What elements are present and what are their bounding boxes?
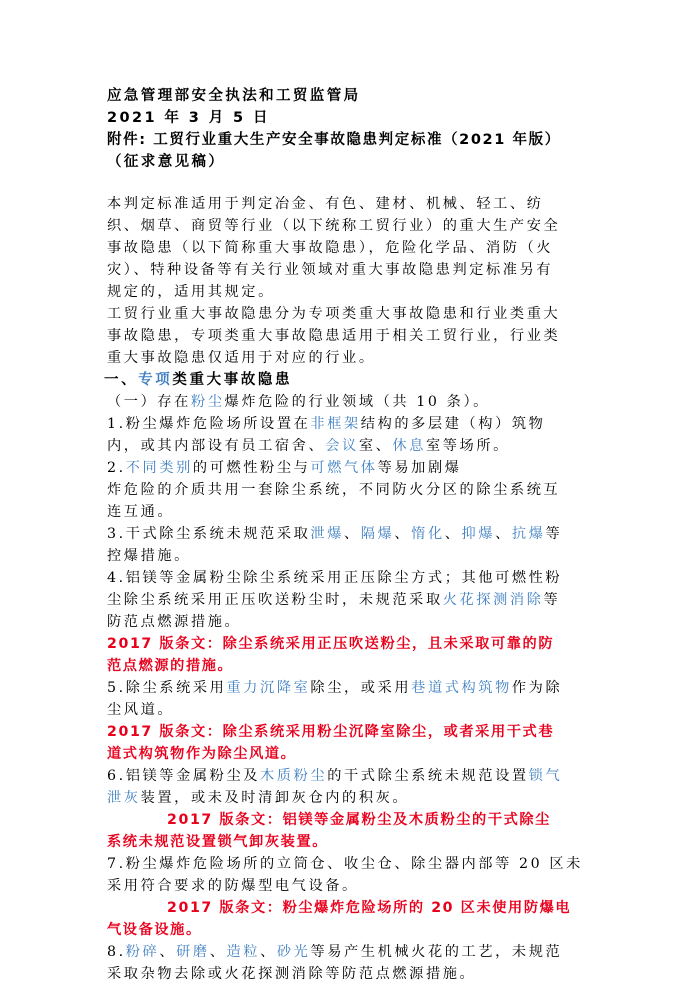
attachment-title: 附件: 工贸行业重大生产安全事故隐患判定标准（2021 年版） bbox=[107, 132, 561, 148]
highlight-term: 休息 bbox=[392, 438, 426, 454]
note-2017-item-6-line-2: 系统未规范设置锁气卸灰装置。 bbox=[107, 834, 329, 850]
text-run: 等易加剧爆 bbox=[377, 460, 462, 476]
highlight-term: 砂光 bbox=[276, 944, 311, 960]
note-2017-item-4-line-2: 范点燃源的措施。 bbox=[107, 658, 234, 674]
intro-line: 重大事故隐患仅适用于对应的行业。 bbox=[107, 350, 376, 366]
highlight-term: 巷道式构筑物 bbox=[411, 680, 512, 696]
text-run: 装置，或未及时清卸灰仓内的积灰。 bbox=[140, 790, 410, 806]
note-2017-item-5-line-2: 道式构筑物作为除尘风道。 bbox=[107, 746, 297, 762]
item-3-line-2: 控爆措施。 bbox=[107, 548, 191, 564]
text-run: 2. bbox=[107, 460, 126, 476]
item-3-line-1 bbox=[107, 523, 562, 545]
intro-line: 事故隐患，专项类重大事故隐患适用于相关工贸行业，行业类 bbox=[107, 328, 561, 344]
text-run: 室等场所。 bbox=[425, 438, 510, 454]
text-run: 结构的多层建（构）筑物 bbox=[360, 416, 546, 432]
item-4-line-1: 4.铝镁等金属粉尘除尘系统采用正压除尘方式；其他可燃性粉 bbox=[107, 570, 563, 586]
highlight-term: 重力沉降室 bbox=[226, 680, 311, 696]
note-2017-item-6-line-1: 2017 版条文：铝镁等金属粉尘及木质粉尘的干式除尘 bbox=[167, 812, 551, 828]
intro-line: 工贸行业重大事故隐患分为专项类重大事故隐患和行业类重大 bbox=[107, 306, 561, 322]
highlight-term: 会议 bbox=[325, 438, 359, 454]
text-run: 、 bbox=[343, 526, 361, 542]
text-run: 等易产生机械火花的工艺，未规范 bbox=[310, 944, 563, 960]
text-run: 除尘，或采用 bbox=[310, 680, 412, 696]
item-2-line-3: 连互通。 bbox=[107, 504, 175, 520]
text-run: 的干式除尘系统未规范设置 bbox=[327, 768, 529, 784]
note-2017-item-7-line-1: 2017 版条文：粉尘爆炸危险场所的 20 区未使用防爆电 bbox=[167, 900, 572, 916]
text-run: 内，或其内部设有员工宿舍、 bbox=[107, 438, 326, 454]
text-run: 等 bbox=[545, 526, 563, 542]
highlight-term: 粉碎 bbox=[125, 944, 160, 960]
text-run: 6.铝镁等金属粉尘及 bbox=[107, 768, 261, 784]
highlight-term: 非框架 bbox=[310, 416, 361, 432]
highlight-term: 研磨 bbox=[176, 944, 210, 960]
text-run: 、 bbox=[260, 944, 277, 960]
date-line: 2021 年 3 月 5 日 bbox=[107, 110, 270, 126]
highlight-term: 抑爆 bbox=[461, 526, 496, 542]
highlight-term: 隔爆 bbox=[360, 526, 395, 542]
item-7-line-1: 7.粉尘爆炸危险场所的立筒仓、收尘仓、除尘器内部等 20 区未 bbox=[107, 856, 583, 872]
highlight-term: 火花探测消除 bbox=[442, 592, 544, 608]
item-7-line-2: 采用符合要求的防爆型电气设备。 bbox=[107, 878, 359, 894]
intro-line: 本判定标准适用于判定冶金、有色、建材、机械、轻工、纺 bbox=[107, 196, 544, 212]
intro-line: 规定的，适用其规定。 bbox=[107, 284, 275, 300]
item-5-line-2: 尘风道。 bbox=[107, 702, 175, 718]
highlight-term: 抗爆 bbox=[511, 526, 546, 542]
agency-title: 应急管理部安全执法和工贸监管局 bbox=[107, 88, 361, 104]
item-5-line-1 bbox=[107, 677, 562, 699]
text-run: 、 bbox=[209, 944, 227, 960]
subsection-pre: （一）存在 bbox=[107, 394, 191, 410]
highlight-term: 造粒 bbox=[226, 944, 261, 960]
note-2017-item-7-line-2: 气设备设施。 bbox=[107, 922, 202, 938]
text-run: 的可燃性粉尘与 bbox=[192, 460, 311, 476]
text-run: 、 bbox=[495, 526, 512, 542]
note-2017-item-4-line-1: 2017 版条文：除尘系统采用正压吹送粉尘，且未采取可靠的防 bbox=[107, 636, 555, 652]
item-6-line-2 bbox=[107, 787, 409, 809]
text-run: 室、 bbox=[358, 438, 393, 454]
item-8-line-1 bbox=[107, 941, 562, 963]
highlight-term: 惰化 bbox=[411, 526, 445, 542]
subsection-heading bbox=[107, 391, 490, 413]
text-run: 1.粉尘爆炸危险场所设置在 bbox=[107, 416, 311, 432]
text-run: 尘除尘系统采用正压吹送粉尘时，未规范采取 bbox=[107, 592, 443, 608]
highlight-term: 不同类别 bbox=[125, 460, 193, 476]
text-run: 8. bbox=[107, 944, 126, 960]
section-rest: 类重大事故隐患 bbox=[172, 372, 293, 388]
text-run: 、 bbox=[444, 526, 462, 542]
intro-line: 织、烟草、商贸等行业（以下统称工贸行业）的重大生产安全 bbox=[107, 218, 561, 234]
highlight-term: 可燃气体 bbox=[310, 460, 378, 476]
subsection-rest: 爆炸危险的行业领域（共 10 条）。 bbox=[224, 394, 490, 410]
highlight-term: 木质粉尘 bbox=[260, 768, 328, 784]
item-1-line-2 bbox=[107, 435, 510, 457]
item-4-line-2 bbox=[107, 589, 560, 611]
text-run: 5.除尘系统采用 bbox=[107, 680, 227, 696]
text-run: 3.干式除尘系统未规范采取 bbox=[107, 526, 311, 542]
item-8-line-2: 采取杂物去除或火花探测消除等防范点燃源措施。 bbox=[107, 966, 477, 982]
section-prefix: 一、 bbox=[104, 372, 139, 388]
section-heading bbox=[104, 369, 292, 391]
item-1-line-1 bbox=[107, 413, 545, 435]
item-6-line-1 bbox=[107, 765, 562, 787]
highlight-term: 泄爆 bbox=[310, 526, 344, 542]
attachment-subtitle: （征求意见稿） bbox=[107, 154, 226, 170]
item-2-line-1 bbox=[107, 457, 462, 479]
item-2-line-2: 炸危险的介质共用一套除尘系统，不同防火分区的除尘系统互 bbox=[107, 482, 561, 498]
text-run: 作为除 bbox=[511, 680, 563, 696]
intro-line: 事故隐患（以下简称重大事故隐患），危险化学品、消防（火 bbox=[107, 240, 554, 256]
section-highlight: 专项 bbox=[138, 372, 173, 388]
text-run: 、 bbox=[159, 944, 177, 960]
intro-line: 灾）、特种设备等有关行业领域对重大事故隐患判定标准另有 bbox=[107, 262, 554, 278]
highlight-term: 锁气 bbox=[528, 768, 563, 784]
item-4-line-3: 防范点燃源措施。 bbox=[107, 614, 242, 630]
highlight-term: 泄灰 bbox=[107, 790, 141, 806]
note-2017-item-5-line-1: 2017 版条文：除尘系统采用粉尘沉降室除尘，或者采用干式巷 bbox=[107, 724, 555, 740]
subsection-highlight: 粉尘 bbox=[190, 394, 225, 410]
text-run: 、 bbox=[394, 526, 412, 542]
text-run: 等 bbox=[543, 592, 561, 608]
